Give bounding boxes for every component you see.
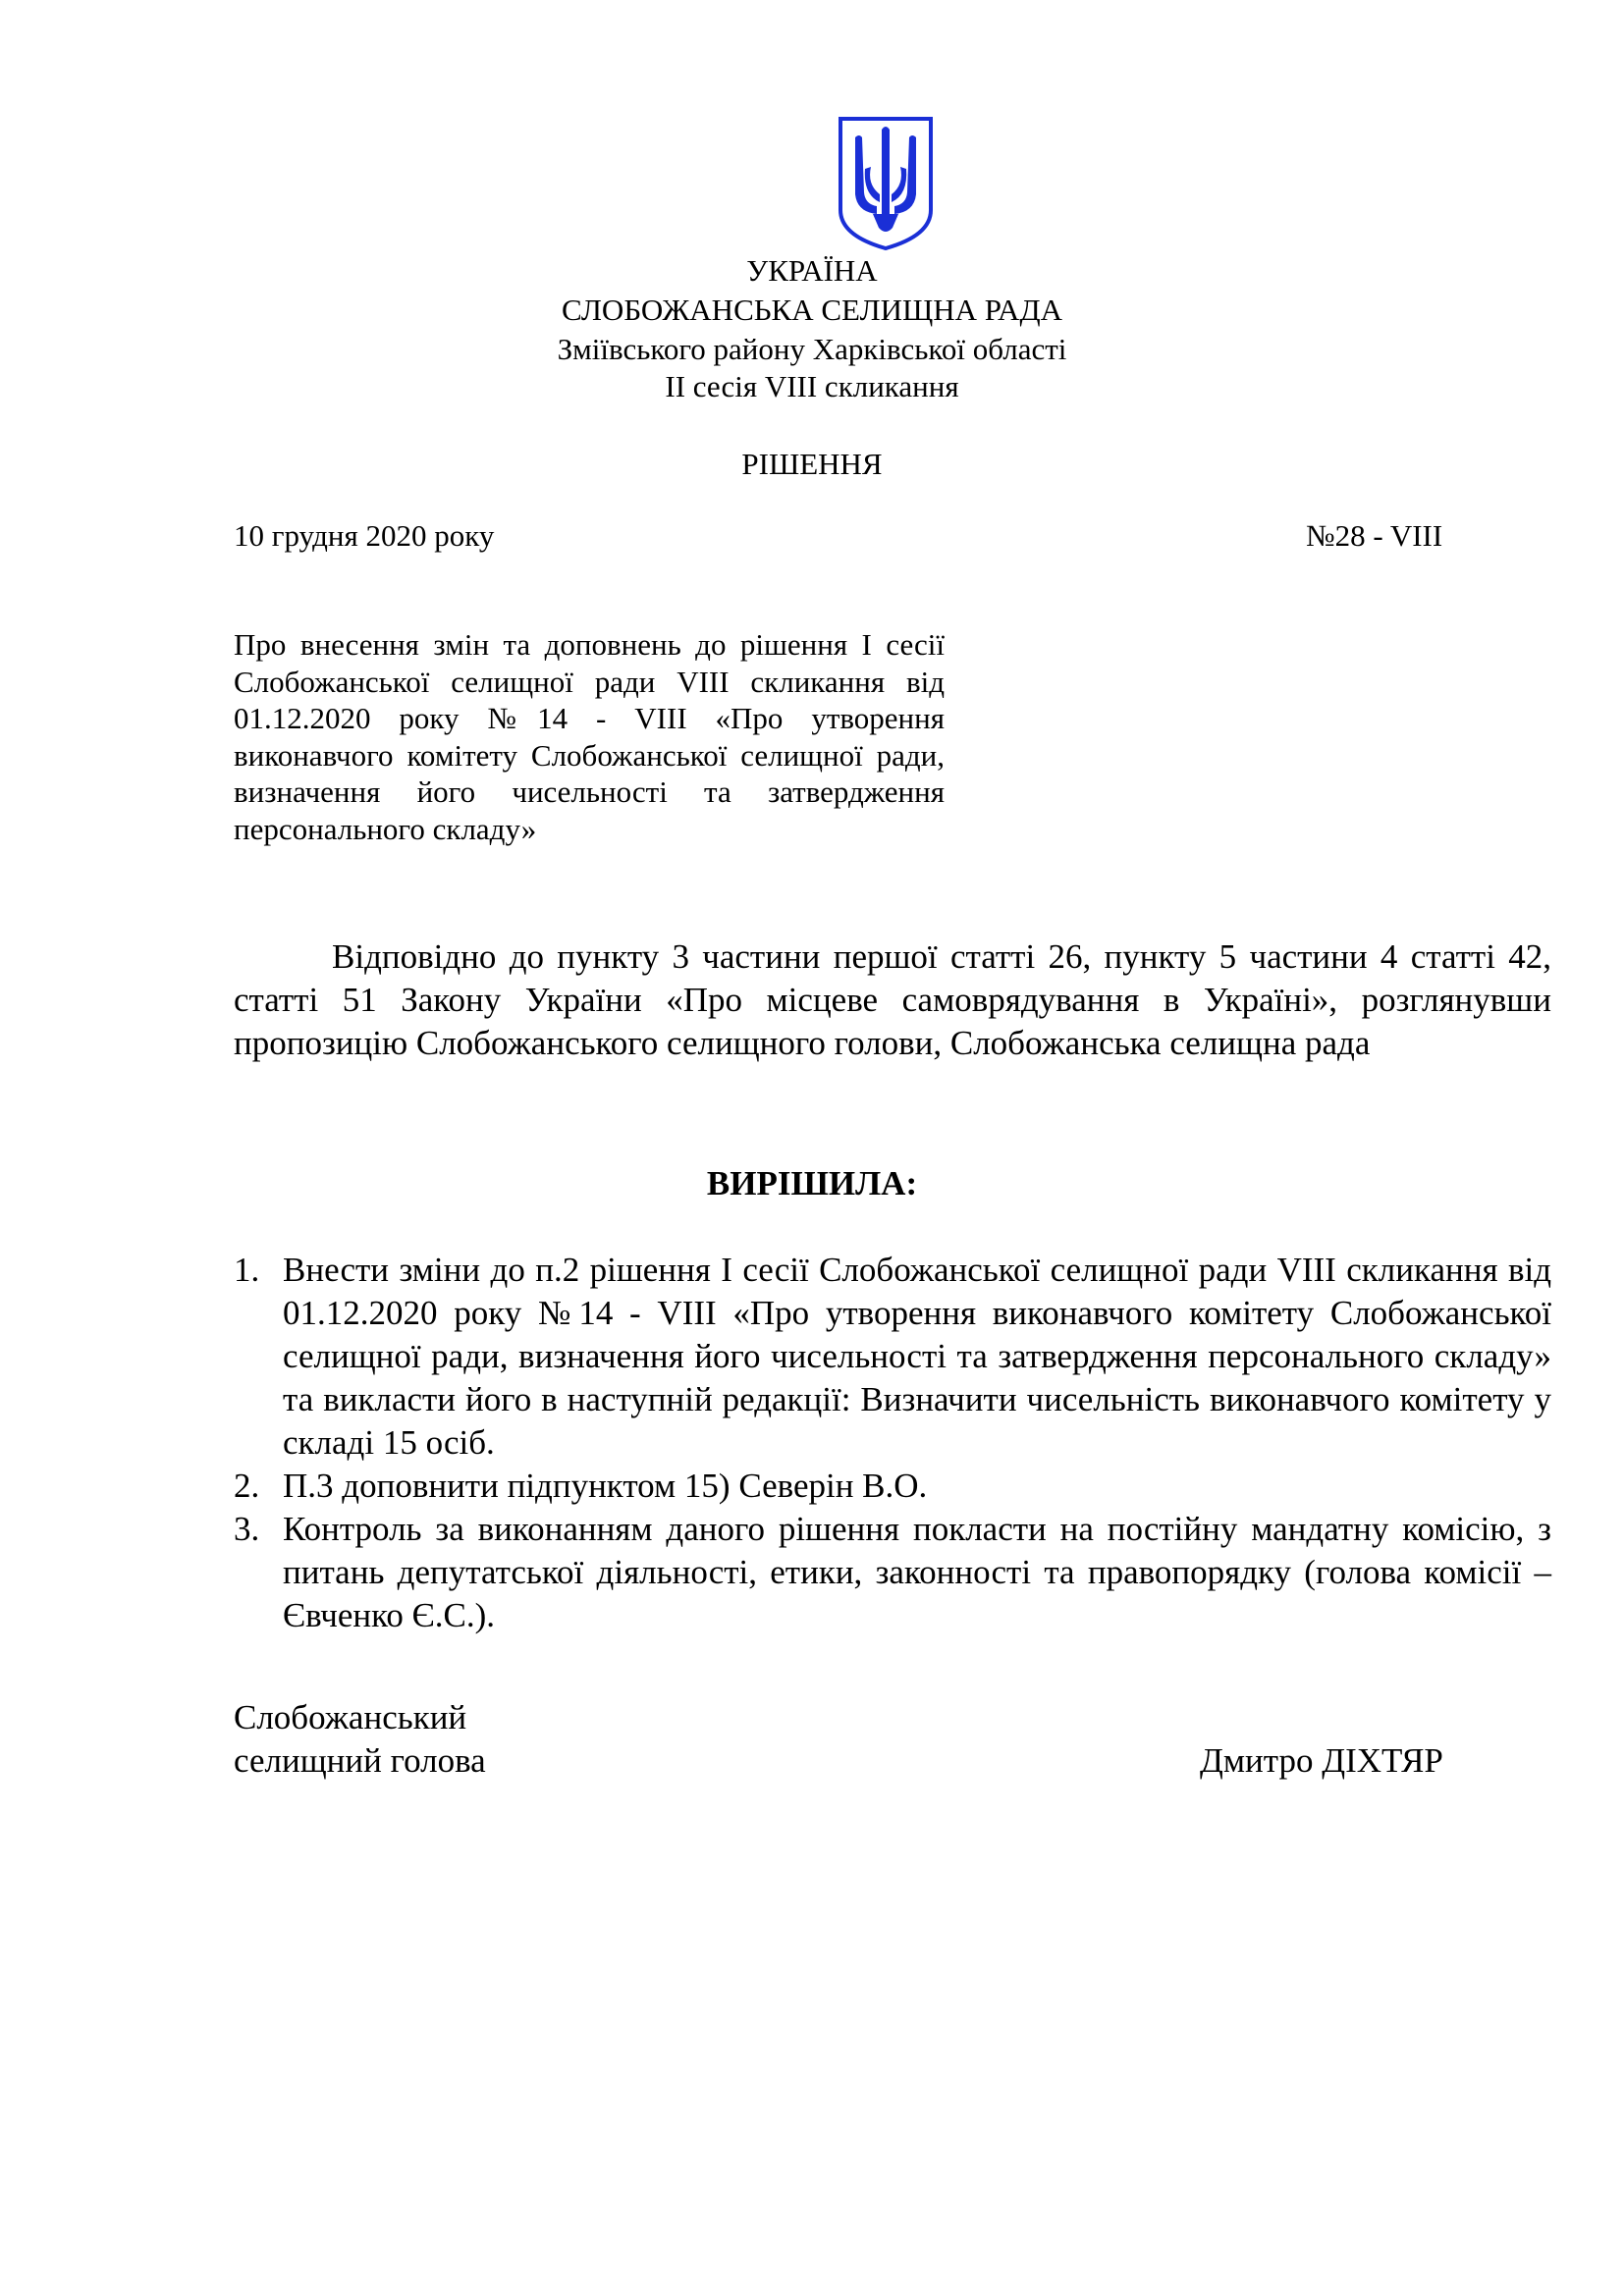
coat-of-arms-icon (838, 116, 934, 251)
district-name: Зміївського району Харківської області (557, 332, 1067, 366)
decision-item (234, 1465, 1551, 1508)
decision-item (234, 1508, 1551, 1637)
item-number: 1. (234, 1251, 260, 1289)
item-text: Контроль за виконанням даного рішення покласти на постійну мандатну комісію, з питань депутатської діяльності, етики, законності та правопорядку (голова комісії – Євченко Є.С.). (283, 1510, 1551, 1634)
decision-item (234, 1249, 1551, 1465)
item-text: Внести зміни до п.2 рішення І сесії Слобожанської селищної ради VІІІ скликання від 01.12.2020 року №14 - VІІІ «Про утворення виконавчого комітету Слобожанської селищної ради, визначення його чисельності та затвердження персонального складу» та викласти його в наступній редакції: Визначити чисельність виконавчого комітету у складі 15 осіб. (283, 1251, 1551, 1462)
preamble: Відповідно до пункту 3 частини першої статті 26, пункту 5 частини 4 статті 42, статті 51 Закону України «Про місцеве самоврядування в Україні», розглянувши пропозицію Слобожанського селищного голови, Слобожанська селищна рада (234, 937, 1551, 1062)
session-info: ІІ сесія VІІІ скликання (665, 369, 959, 403)
decided-heading: ВИРІШИЛА: (706, 1164, 918, 1202)
item-text: П.3 доповнити підпунктом 15) Северін В.О. (283, 1467, 928, 1505)
decision-subject: Про внесення змін та доповнень до рішення І сесії Слобожанської селищної ради VІІІ скликання від 01.12.2020 року №14 - VІІІ «Про утворення виконавчого комітету Слобожанської селищної ради, визначення його чисельності та затвердження персонального складу» (234, 627, 945, 846)
decision-items (234, 1249, 1551, 1637)
document-type: РІШЕННЯ (741, 447, 883, 481)
item-number: 2. (234, 1467, 260, 1505)
signatory-title-line2: селищний голова (234, 1741, 486, 1780)
council-name: СЛОБОЖАНСЬКА СЕЛИЩНА РАДА (562, 293, 1062, 327)
decision-number: №28 - VІІІ (1306, 518, 1443, 553)
decision-date: 10 грудня 2020 року (234, 518, 495, 553)
signatory-name: Дмитро ДІХТЯР (1200, 1741, 1443, 1780)
country-name: УКРАЇНА (746, 253, 878, 288)
signatory-title-line1: Слобожанський (234, 1698, 467, 1736)
item-number: 3. (234, 1510, 260, 1548)
